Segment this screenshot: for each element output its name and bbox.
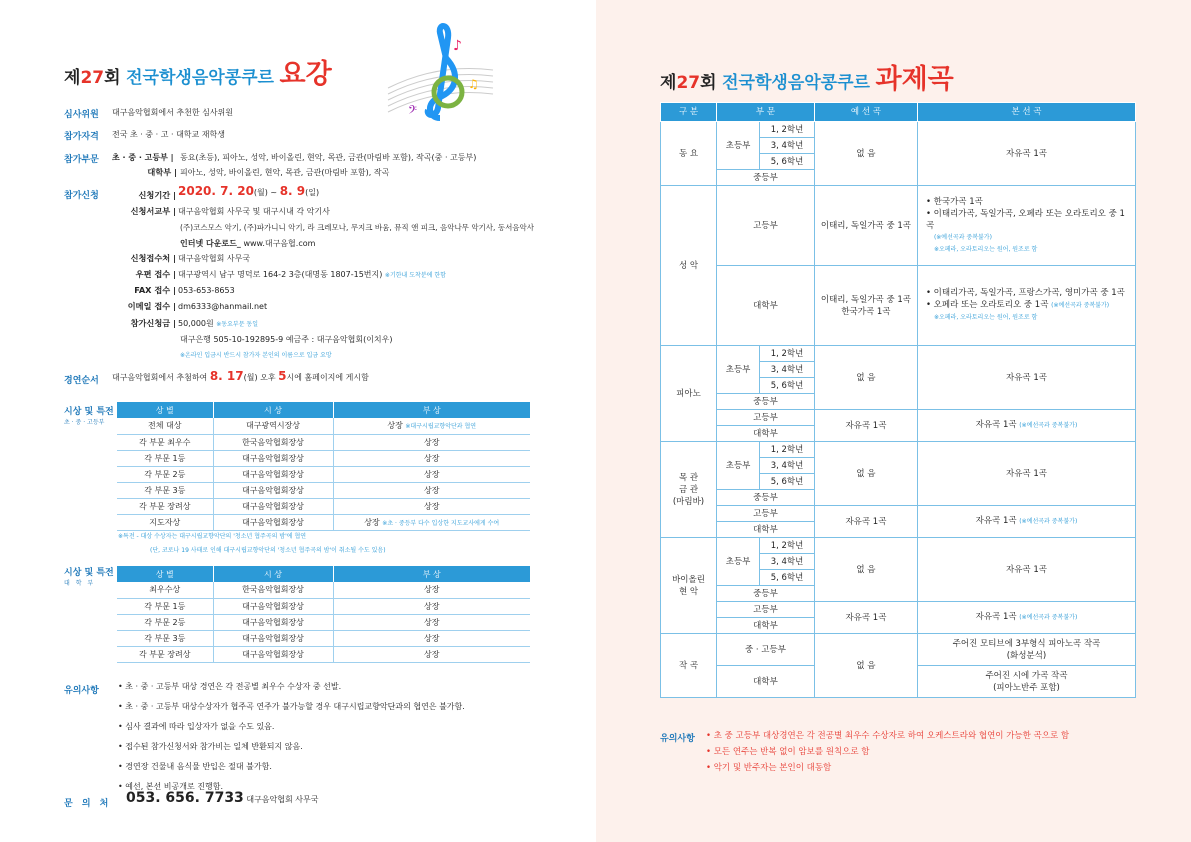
award-cell: 각 부문 2등 xyxy=(117,466,213,482)
contact-value: 053. 656. 7733 대구음악협회 사무국 xyxy=(126,790,319,806)
svg-text:♫: ♫ xyxy=(468,77,479,91)
grantor-cell: 대구음악협회장상 xyxy=(213,614,333,630)
note-item: • 모든 연주는 반복 없이 암보를 원칙으로 함 xyxy=(706,747,870,757)
header-prize: 부 상 xyxy=(333,402,530,418)
table-row: 목 관 금 관 (마림바) 초등부 1, 2학년 없 음 자유곡 1곡 xyxy=(661,442,1136,458)
award-cell: 각 부문 최우수 xyxy=(117,434,213,450)
email-key: 이메일 접수 | xyxy=(127,301,176,311)
note-item: • 초 · 중 · 고등부 대상 경연은 각 전공별 최우수 수상자 중 선발. xyxy=(118,682,342,691)
table-row xyxy=(117,450,530,466)
period-value: 2020. 7. 20(월) ~ 8. 9(일) xyxy=(178,184,320,198)
header-award: 상 별 xyxy=(117,566,213,582)
table-row xyxy=(117,646,530,662)
table-row: 고등부 자유곡 1곡 자유곡 1곡 (※예선곡과 중복불가) xyxy=(661,602,1136,618)
place-value: 대구음악협회 사무국 xyxy=(178,254,251,263)
fee-bank: 대구은행 505-10-192895-9 예금주 : 대구음악협회(이치우) xyxy=(180,335,393,344)
grantor-cell: 대구음악협회장상 xyxy=(213,466,333,482)
header-award: 상 별 xyxy=(117,402,213,418)
table-row xyxy=(117,482,530,498)
prize-cell: 상장 xyxy=(333,498,530,514)
header-prize: 부 상 xyxy=(333,566,530,582)
table-header xyxy=(117,402,530,418)
table-row: 성 악 고등부 이태리, 독일가곡 중 1곡 • 한국가곡 1곡 • 이태리가곡, 독일가곡, 오페라 또는 오라토리오 중 1곡 (※예선곡과 중복불가) ※오페라, 오라토리오는 원어, 원조로 함 xyxy=(661,186,1136,266)
fee-note: ※온라인 입금시 반드시 참가자 본인의 이름으로 입금 요망 xyxy=(180,352,332,359)
form-line2: (주)코스모스 악기, (주)파가니니 악기, 라 크레모나, 무지크 바움, 뮤직 앤 피크, 음악나무 악기사, 동서음악사 xyxy=(180,223,535,232)
judges-text: 대구음악협회에서 추천한 심사위원 xyxy=(112,108,234,117)
prize-cell: 상장 xyxy=(333,614,530,630)
table-row: 중등부 xyxy=(661,490,1136,506)
fax-key: FAX 접수 | xyxy=(134,285,176,295)
table-row: 대학부 이태리, 독일가곡 중 1곡 한국가곡 1곡 • 이태리가곡, 독일가곡, 프랑스가곡, 영미가곡 중 1곡 • 오페라 또는 오라토리오 중 1곡 (※예선곡과 중복불가) ※오페라, 오라토리오는 원어, 원조로 함 xyxy=(661,266,1136,346)
grantor-cell: 대구음악협회장상 xyxy=(213,630,333,646)
table-row: 5, 6학년 xyxy=(661,378,1136,394)
table-row: 3, 4학년 xyxy=(661,362,1136,378)
prize-cell: 상장 xyxy=(333,434,530,450)
table-row: 5, 6학년 xyxy=(661,154,1136,170)
note-item: • 경연장 건물내 음식물 반입은 절대 불가함. xyxy=(118,762,272,771)
table-row: 작 곡 중 · 고등부 없 음 주어진 모티브에 3부형식 피아노곡 작곡 (화성분석) xyxy=(661,634,1136,666)
grantor-cell: 대구광역시장상 xyxy=(213,418,333,434)
awards1-note2: (단, 코로나 19 사태로 인해 대구시립교향악단의 '청소년 협주곡의 밤'이 취소될 수도 있음) xyxy=(150,547,386,554)
fee-value: 50,000원 ※동요부문 동일 xyxy=(178,319,258,328)
table-row: 고등부 자유곡 1곡 자유곡 1곡 (※예선곡과 중복불가) xyxy=(661,410,1136,426)
page-title: 제27회 전국학생음악콩쿠르 요강 xyxy=(64,59,332,90)
table-row xyxy=(117,598,530,614)
table-row xyxy=(117,498,530,514)
table-row: 동 요 초등부 1, 2학년 없 음 자유곡 1곡 xyxy=(661,122,1136,138)
table-row: 중등부 xyxy=(661,170,1136,186)
award-cell: 전체 대상 xyxy=(117,418,213,434)
application-label: 참가신청 xyxy=(64,191,99,201)
grantor-cell: 대구음악협회장상 xyxy=(213,498,333,514)
judges-label: 심사위원 xyxy=(64,110,99,120)
division-school-key: 초 · 중 · 고등부 | xyxy=(112,153,174,162)
table-row: 대학부 xyxy=(661,426,1136,442)
contact-label: 문 의 처 xyxy=(64,799,112,809)
grantor-cell: 대구음악협회장상 xyxy=(213,450,333,466)
fee-key: 참가신청금 | xyxy=(130,318,176,328)
award-cell: 각 부문 2등 xyxy=(117,614,213,630)
table-row xyxy=(117,418,530,434)
awards2-sub: 대 학 부 xyxy=(64,580,96,587)
fax-value: 053-653-8653 xyxy=(178,286,235,295)
grantor-cell: 한국음악협회장상 xyxy=(213,434,333,450)
notes-label: 유의사항 xyxy=(64,686,99,696)
table-row: 피아노 초등부 1, 2학년 없 음 자유곡 1곡 xyxy=(661,346,1136,362)
grantor-cell: 한국음악협회장상 xyxy=(213,582,333,598)
table-row: 5, 6학년 xyxy=(661,570,1136,586)
header-grantor: 시 상 xyxy=(213,566,333,582)
table-row xyxy=(117,466,530,482)
award-cell: 각 부문 장려상 xyxy=(117,498,213,514)
award-cell: 최우수상 xyxy=(117,582,213,598)
note-item: • 심사 결과에 따라 입상자가 없을 수도 있음. xyxy=(118,722,275,731)
award-cell: 각 부문 장려상 xyxy=(117,646,213,662)
eligibility-text: 전국 초 · 중 · 고 · 대학교 재학생 xyxy=(112,130,225,139)
form-line3: 인터넷 다운로드_ www.대구음협.com xyxy=(180,239,316,248)
table-row xyxy=(117,630,530,646)
order-text: 대구음악협회에서 추첨하여 8. 17(월) 오후 5시에 홈페이지에 게시함 xyxy=(112,369,369,383)
table-row xyxy=(117,514,530,530)
table-row: 3, 4학년 xyxy=(661,554,1136,570)
award-cell: 각 부문 3등 xyxy=(117,482,213,498)
awards1-table xyxy=(117,402,530,531)
division-college-key: 대학부 | xyxy=(147,167,177,177)
pieces-table xyxy=(660,102,1136,698)
header-grantor: 시 상 xyxy=(213,402,333,418)
mail-key: 우편 접수 | xyxy=(135,269,176,279)
order-label: 경연순서 xyxy=(64,376,99,386)
divisions-label: 참가부문 xyxy=(64,155,99,165)
table-row: 3, 4학년 xyxy=(661,138,1136,154)
note-item: • 예선, 본선 비공개로 진행함. xyxy=(118,782,223,791)
award-cell: 각 부문 3등 xyxy=(117,630,213,646)
svg-text:𝄢: 𝄢 xyxy=(408,104,418,120)
table-row xyxy=(117,614,530,630)
table-row: 바이올린 현 악 초등부 1, 2학년 없 음 자유곡 1곡 xyxy=(661,538,1136,554)
note-item: • 악기 및 반주자는 본인이 대동함 xyxy=(706,763,832,773)
prize-cell: 상장 ※초 · 중등부 다수 입상한 지도교사에게 수여 xyxy=(333,514,530,530)
note-item: • 초 · 중 · 고등부 대상수상자가 협주곡 연주가 불가능할 경우 대구시립교향악단과의 협연은 불가함. xyxy=(118,702,465,711)
note-item: • 접수된 참가신청서와 참가비는 일체 반환되지 않음. xyxy=(118,742,303,751)
table-row: 중등부 xyxy=(661,586,1136,602)
notes-list xyxy=(118,677,465,797)
grantor-cell: 대구음악협회장상 xyxy=(213,598,333,614)
table-row: 고등부 자유곡 1곡 자유곡 1곡 (※예선곡과 중복불가) xyxy=(661,506,1136,522)
awards1-label: 시상 및 특전 xyxy=(64,407,114,417)
prize-cell: 상장 xyxy=(333,630,530,646)
place-key: 신청접수처 | xyxy=(130,253,176,263)
division-school-value: 동요(초등), 피아노, 성악, 바이올린, 현악, 목관, 금관(마림바 포함), 작곡(중 · 고등부) xyxy=(180,153,477,162)
email-value: dm6333@hanmail.net xyxy=(178,302,268,311)
music-note-illustration xyxy=(368,18,498,128)
table-row: 3, 4학년 xyxy=(661,458,1136,474)
award-cell: 각 부문 1등 xyxy=(117,450,213,466)
awards1-note1: ※특전 - 대상 수상자는 대구시립교향악단의 '청소년 협주곡의 밤'에 협연 xyxy=(118,533,307,540)
grantor-cell: 대구음악협회장상 xyxy=(213,514,333,530)
table-row: 대학부 주어진 시에 가곡 작곡 (피아노반주 포함) xyxy=(661,666,1136,698)
table-row: 5, 6학년 xyxy=(661,474,1136,490)
table-row: 중등부 xyxy=(661,394,1136,410)
awards1-sub: 초 · 중 · 고등부 xyxy=(64,419,105,426)
form-key: 신청서교부 | xyxy=(130,206,176,216)
award-cell: 각 부문 1등 xyxy=(117,598,213,614)
eligibility-label: 참가자격 xyxy=(64,132,99,142)
prize-cell: 상장 xyxy=(333,482,530,498)
prize-cell: 상장 xyxy=(333,598,530,614)
table-row xyxy=(117,434,530,450)
awards2-label: 시상 및 특전 xyxy=(64,568,114,578)
note-item: • 초 중 고등부 대상경연은 각 전공별 최우수 수상자로 하여 오케스트라와 협연이 가능한 곡으로 함 xyxy=(706,731,1070,741)
page-title-right: 제27회 전국학생음악콩쿠르 과제곡 xyxy=(660,64,954,95)
svg-text:♪: ♪ xyxy=(453,38,462,54)
prize-cell: 상장 xyxy=(333,582,530,598)
awards2-table xyxy=(117,566,530,663)
mail-value: 대구광역시 남구 명덕로 164-2 3층(대명동 1807-15번지) ※기한내 도착분에 한함 xyxy=(178,270,446,279)
table-row: 대학부 xyxy=(661,618,1136,634)
table-header: 구 분 부 문 예 선 곡 본 선 곡 xyxy=(661,103,1136,122)
prize-cell: 상장 xyxy=(333,466,530,482)
period-key: 신청기간 | xyxy=(138,190,176,200)
award-cell: 지도자상 xyxy=(117,514,213,530)
grantor-cell: 대구음악협회장상 xyxy=(213,482,333,498)
right-notes-label: 유의사항 xyxy=(660,734,695,744)
grantor-cell: 대구음악협회장상 xyxy=(213,646,333,662)
form-line1: 대구음악협회 사무국 및 대구시내 각 악기사 xyxy=(178,207,330,216)
table-row xyxy=(117,582,530,598)
table-row: 대학부 xyxy=(661,522,1136,538)
table-header xyxy=(117,566,530,582)
division-college-value: 피아노, 성악, 바이올린, 현악, 목관, 금관(마림바 포함), 작곡 xyxy=(180,168,390,177)
prize-cell: 상장 xyxy=(333,646,530,662)
prize-cell: 상장 ※대구시립교향악단과 협연 xyxy=(333,418,530,434)
prize-cell: 상장 xyxy=(333,450,530,466)
